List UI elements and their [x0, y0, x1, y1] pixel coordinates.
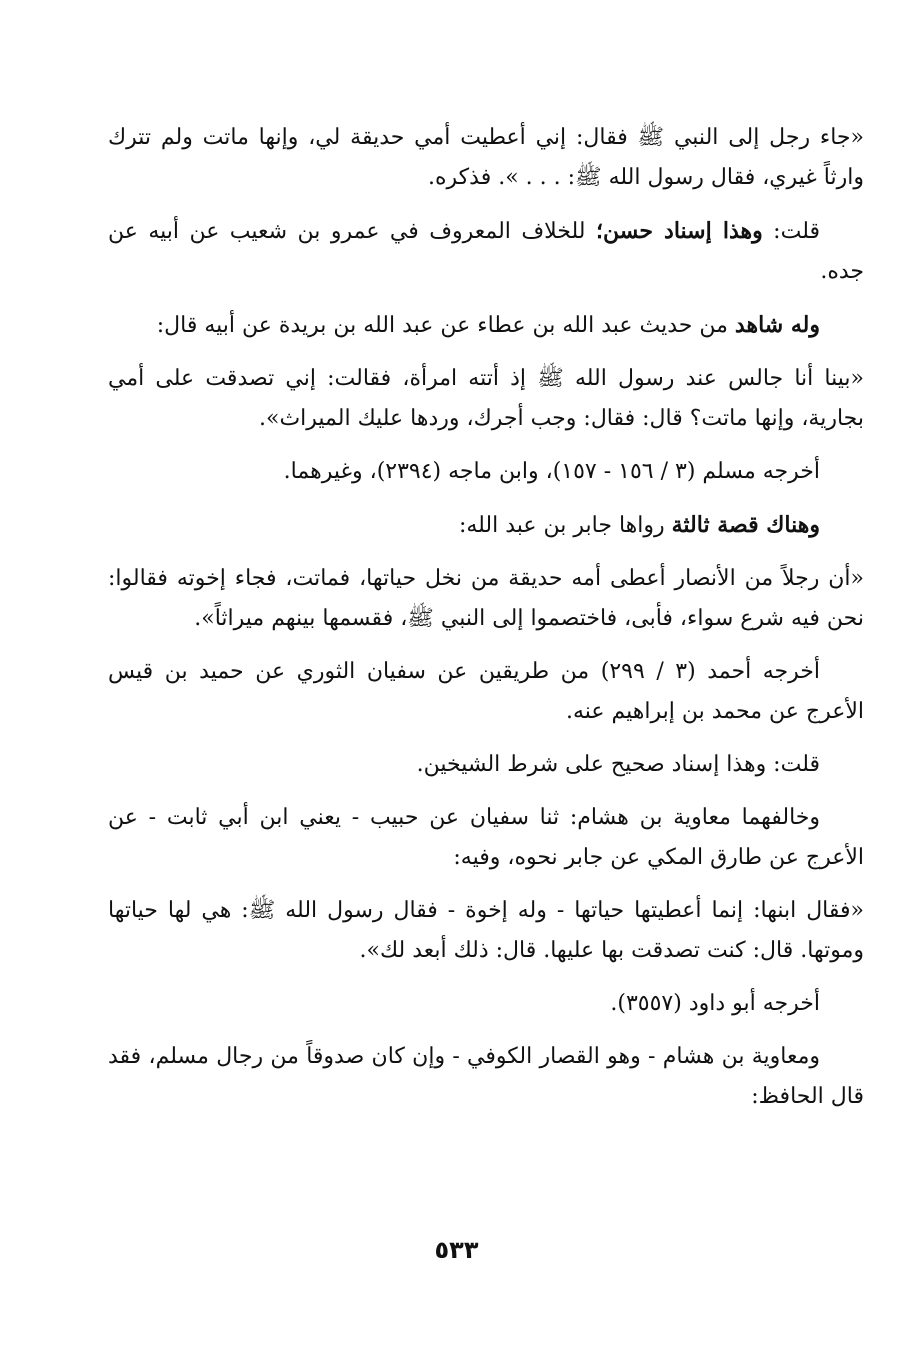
bold-text: وله شاهد [734, 312, 820, 338]
paragraph [108, 505, 864, 546]
text-run: أخرجه أحمد (٣ / ٢٩٩) من طريقين عن سفيان الثوري عن حميد بن قيس الأعرج عن محمد بن إبراهيم عنه. [108, 659, 864, 724]
text-run: «أن رجلاً من الأنصار أعطى أمه حديقة من نخل حياتها، فماتت، فجاء إخوته فقالوا: نحن فيه شرع سواء، فأبى، فاختصموا إلى النبي ﷺ، فقسمها بينهم ميراثاً». [108, 566, 864, 631]
text-run: من حديث عبد الله بن عطاء عن عبد الله بن بريدة عن أبيه قال: [156, 313, 735, 338]
bold-text: وهناك قصة ثالثة [671, 512, 820, 538]
paragraph [108, 891, 864, 971]
text-run: «بينا أنا جالس عند رسول الله ﷺ إذ أتته امرأة، فقالت: إني تصدقت على أمي بجارية، وإنها ماتت؟ قال: فقال: وجب أجرك، وردها عليك الميراث». [108, 366, 864, 431]
text-run: ومعاوية بن هشام - وهو القصار الكوفي - وإن كان صدوقاً من رجال مسلم، فقد قال الحافظ: [108, 1044, 864, 1109]
text-run: قلت: وهذا إسناد صحيح على شرط الشيخين. [416, 752, 820, 777]
text-run: رواها جابر بن عبد الله: [458, 513, 672, 538]
paragraph [108, 652, 864, 732]
paragraph [108, 798, 864, 878]
paragraph [108, 559, 864, 639]
bold-text: وهذا إسناد حسن؛ [595, 218, 763, 244]
text-run: أخرجه مسلم (٣ / ١٥٦ - ١٥٧)، وابن ماجه (٢٣٩٤)، وغيرهما. [283, 459, 820, 484]
paragraph [108, 211, 864, 292]
text-run: وخالفهما معاوية بن هشام: ثنا سفيان عن حبيب - يعني ابن أبي ثابت - عن الأعرج عن طارق المكي عن جابر نحوه، وفيه: [108, 805, 864, 870]
text-run: للخلاف المعروف في عمرو بن شعيب عن أبيه عن جده. [108, 219, 864, 284]
text-run: «فقال ابنها: إنما أعطيتها حياتها - وله إخوة - فقال رسول الله ﷺ: هي لها حياتها وموتها. قال: كنت تصدقت بها عليها. قال: ذلك أبعد لك». [108, 898, 864, 963]
paragraph [108, 359, 864, 439]
paragraph [108, 984, 864, 1024]
paragraph [108, 745, 864, 785]
page-body [108, 118, 864, 1228]
text-run: «جاء رجل إلى النبي ﷺ فقال: إني أعطيت أمي حديقة لي، وإنها ماتت ولم تترك وارثاً غيري، فقال رسول الله ﷺ: . . . ». فذكره. [108, 125, 864, 190]
paragraph [108, 118, 864, 198]
paragraph [108, 305, 864, 346]
text-run: قلت: [762, 219, 821, 244]
text-run: أخرجه أبو داود (٣٥٥٧). [610, 991, 820, 1016]
paragraph [108, 1037, 864, 1117]
page-number: ٥٣٣ [434, 1236, 479, 1264]
paragraph [108, 452, 864, 492]
